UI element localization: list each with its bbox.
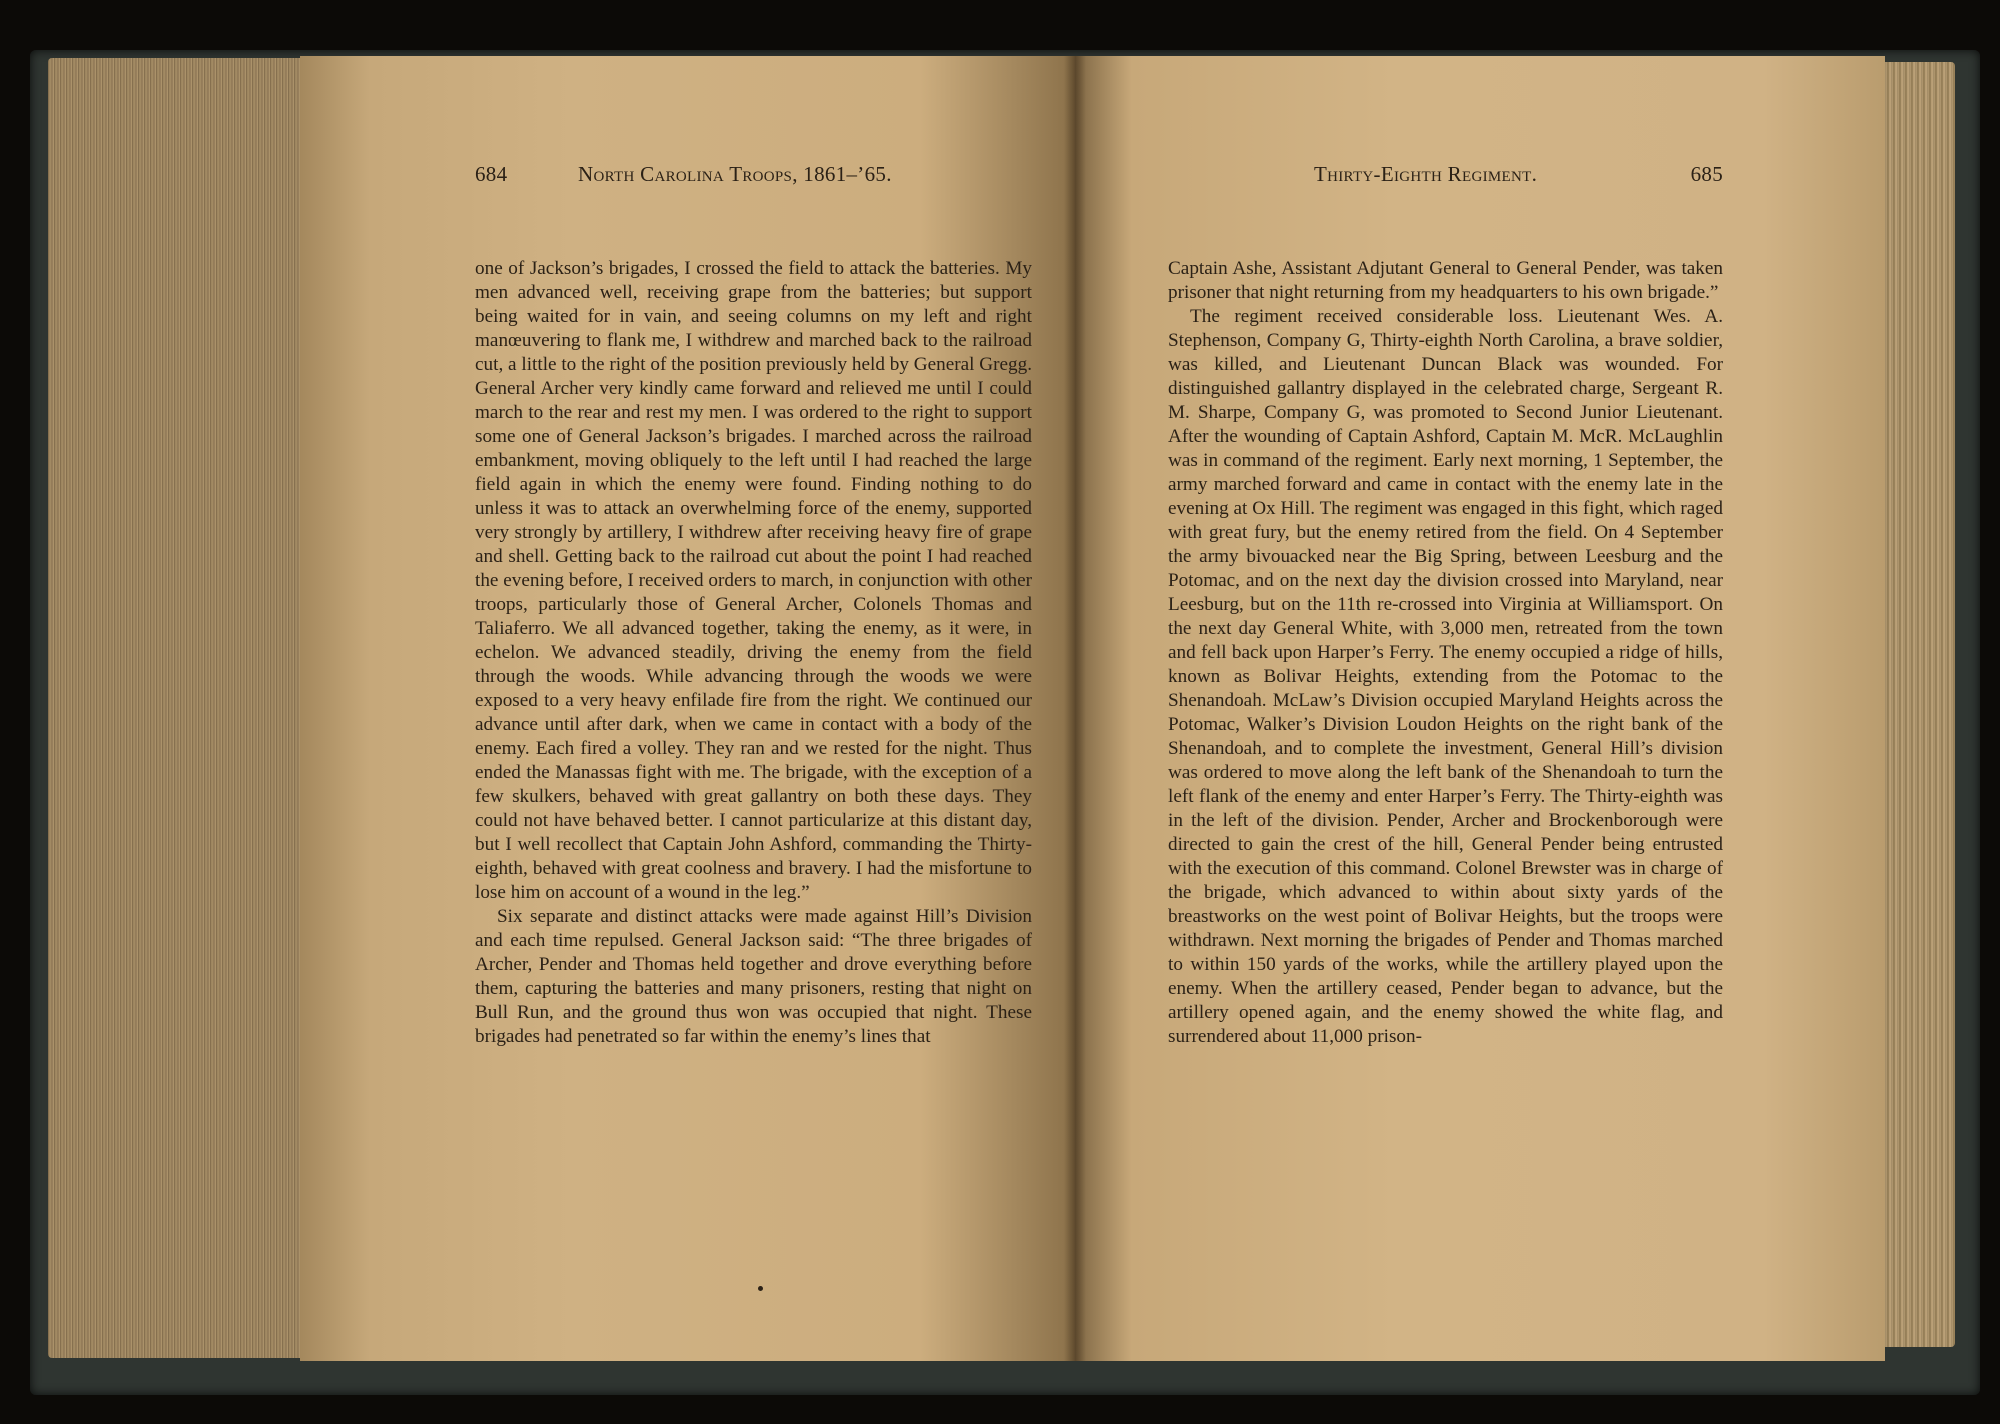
- right-running-head: [1168, 158, 1723, 190]
- left-page-text: [475, 257, 1032, 1049]
- left-running-head: [475, 158, 1035, 190]
- right-running-title: Thirty-Eighth Regiment.: [1314, 162, 1538, 186]
- right-page-text: [1168, 257, 1723, 1049]
- paragraph: Six separate and distinct attacks were made against Hill’s Division and each time repulsed. General Jackson said: “The three brigades of Archer, Pender and Thomas held together and drove everything before them, capturing the batteries and many prisoners, resting that night on Bull Run, and the ground thus won was occupied that night. These brigades had penetrated so far within the enemy’s lines that: [475, 906, 1032, 1047]
- right-page-number: 685: [1690, 162, 1723, 186]
- paragraph: one of Jackson’s brigades, I crossed the field to attack the batteries. My men advanced well, receiving grape from the batteries; but support being waited for in vain, and seeing columns on my left and right manœuvering to flank me, I withdrew and marched back to the railroad cut, a little to the right of the position previously held by General Gregg. General Archer very kindly came forward and relieved me until I could march to the rear and rest my men. I was ordered to the right to support some one of General Jackson’s brigades. I marched across the railroad embankment, moving obliquely to the left until I had reached the large field again in which the enemy were found. Finding nothing to do unless it was to attack an overwhelming force of the enemy, supported very strongly by artillery, I withdrew after receiving heavy fire of grape and shell. Getting back to the railroad cut about the point I had reached the evening before, I received orders to march, in conjunction with other troops, particularly those of General Archer, Colonels Thomas and Taliaferro. We all advanced together, taking the enemy, as it were, in echelon. We advanced steadily, driving the enemy from the field through the woods. While advancing through the woods we were exposed to a very heavy enfilade fire from the right. We continued our advance until after dark, when we came in contact with a body of the enemy. Each fired a volley. They ran and we rested for the night. Thus ended the Manassas fight with me. The brigade, with the exception of a few skulkers, behaved with great gallantry on both these days. They could not have behaved better. I cannot particularize at this distant day, but I well recollect that Captain John Ashford, commanding the Thirty-eighth, behaved with great coolness and bravery. I had the misfortune to lose him on account of a wound in the leg.”: [475, 258, 1032, 903]
- left-running-title: North Carolina Troops, 1861–’65.: [578, 162, 892, 186]
- left-page-number: 684: [475, 162, 508, 186]
- paragraph: The regiment received considerable loss. Lieutenant Wes. A. Stephenson, Company G, Thirty-eighth North Carolina, a brave soldier, was killed, and Lieutenant Duncan Black was wounded. For distinguished gallantry displayed in the celebrated charge, Sergeant R. M. Sharpe, Company G, was promoted to Second Junior Lieutenant. After the wounding of Captain Ashford, Captain M. McR. McLaughlin was in command of the regiment. Early next morning, 1 September, the army marched forward and came in contact with the enemy late in the evening at Ox Hill. The regiment was engaged in this fight, which raged with great fury, but the enemy retired from the field. On 4 September the army bivouacked near the Big Spring, between Leesburg and the Potomac, and on the next day the division crossed into Maryland, near Leesburg, but on the 11th re-crossed into Virginia at Williamsport. On the next day General White, with 3,000 men, retreated from the town and fell back upon Harper’s Ferry. The enemy occupied a ridge of hills, known as Bolivar Heights, extending from the Potomac to the Shenandoah. McLaw’s Division occupied Maryland Heights across the Potomac, Walker’s Division Loudon Heights on the right bank of the Shenandoah, and to complete the investment, General Hill’s division was ordered to move along the left bank of the Shenandoah to turn the left flank of the enemy and enter Harper’s Ferry. The Thirty-eighth was in the left of the division. Pender, Archer and Brockenborough were directed to gain the crest of the hill, General Pender being entrusted with the execution of this command. Colonel Brewster was in charge of the brigade, which advanced to within about sixty yards of the breastworks on the west point of Bolivar Heights, but the troops were withdrawn. Next morning the brigades of Pender and Thomas marched to within 150 yards of the works, while the artillery played upon the enemy. When the artillery ceased, Pender began to advance, but the artillery opened again, and the enemy showed the white flag, and surrendered about 11,000 prison-: [1168, 306, 1723, 1047]
- ink-speck: [758, 1286, 763, 1291]
- page-edges-left: [48, 58, 310, 1358]
- page-edges-right: [1880, 62, 1955, 1347]
- book-gutter: [1064, 56, 1086, 1361]
- paragraph: Captain Ashe, Assistant Adjutant General to General Pender, was taken prisoner that night returning from my headquarters to his own brigade.”: [1168, 258, 1723, 303]
